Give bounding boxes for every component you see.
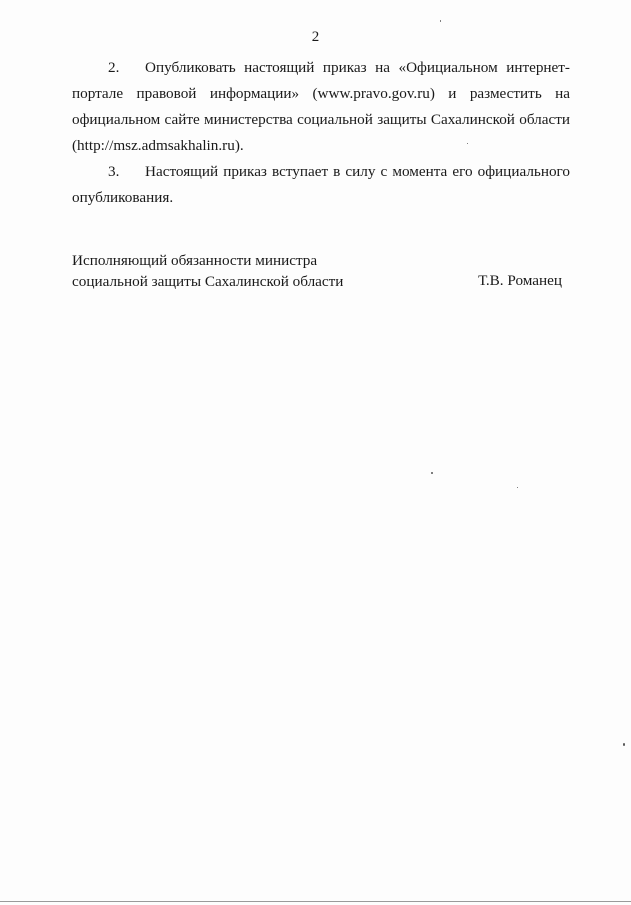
item-2-number: 2. <box>108 59 120 76</box>
signature-position-line-1: Исполняющий обязанности министра <box>72 252 318 269</box>
item-2-text: Опубликовать настоящий приказ на «Официальном интернет-портале правовой информации» (www.pravo.gov.ru) и разместить на официальном сайте министерства социальной защиты Сахалинской области (http://msz.admsakhalin.ru). <box>72 59 570 154</box>
item-3-number: 3. <box>108 163 120 180</box>
scan-speck <box>623 743 625 746</box>
scan-speck <box>517 487 518 488</box>
scan-speck <box>467 143 468 144</box>
item-3-paragraph <box>72 159 570 211</box>
scan-speck <box>431 472 433 474</box>
signature-position <box>72 250 343 292</box>
signature-position-line-2: социальной защиты Сахалинской области <box>72 273 344 290</box>
item-3-text: Настоящий приказ вступает в силу с момента его официального опубликования. <box>72 163 570 206</box>
signer-name: Т.В. Романец <box>478 272 562 289</box>
item-2-paragraph <box>72 55 570 159</box>
scan-speck <box>440 20 441 22</box>
page-number: 2 <box>311 29 320 45</box>
scan-bottom-edge <box>0 901 631 902</box>
